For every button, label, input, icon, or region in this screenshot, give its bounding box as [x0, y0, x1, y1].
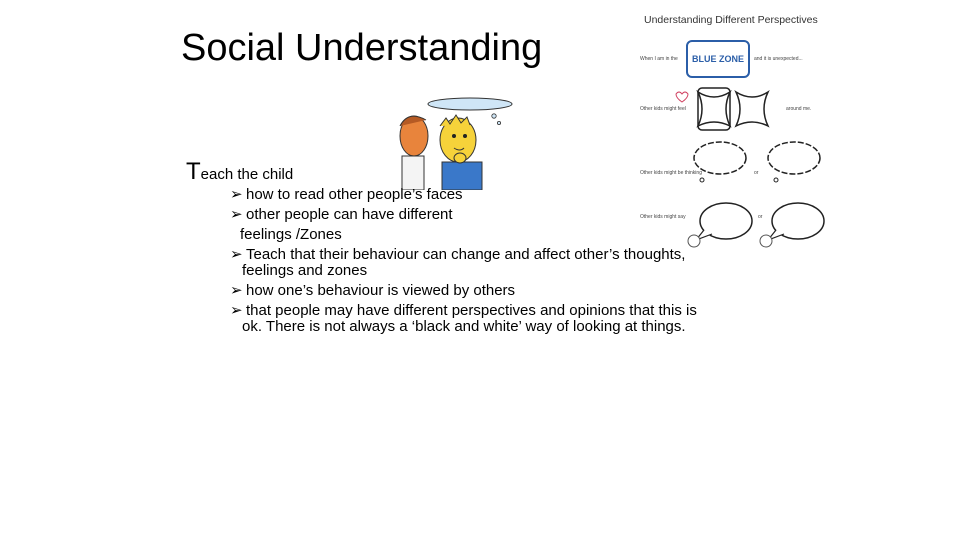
bullet-continuation: feelings and zones: [242, 262, 368, 279]
lead-initial: T: [186, 158, 201, 185]
worksheet-zone-box: BLUE ZONE: [686, 40, 750, 78]
lead-text: each the child: [200, 166, 294, 183]
worksheet-row1-right: and it is unexpected...: [754, 56, 803, 62]
worksheet-row4-left: Other kids might say: [640, 214, 686, 220]
arrow-bullet-icon: ➢: [230, 206, 243, 223]
arrow-bullet-icon: ➢: [230, 186, 243, 203]
slide-body: [186, 158, 786, 337]
worksheet-row4-or: or: [758, 214, 763, 220]
slide-title: Social Understanding: [181, 27, 543, 69]
worksheet-row3-left: Other kids might be thinking: [640, 170, 702, 176]
worksheet-title: Understanding Different Perspectives: [644, 14, 818, 26]
bullet-continuation: ok. There is not always a ‘black and white’ way of looking at things.: [242, 318, 686, 335]
bullet-text: how one’s behaviour is viewed by others: [246, 282, 516, 299]
lead-line: [186, 158, 786, 185]
bullet-text: how to read other people’s faces: [246, 186, 463, 203]
arrow-bullet-icon: ➢: [230, 282, 243, 299]
bullet-text: other people can have different: [246, 206, 453, 223]
worksheet-row1-left: When I am in the: [640, 56, 678, 62]
worksheet-row2-left: Other kids might feel: [640, 106, 686, 112]
bullet-item: [186, 281, 786, 301]
arrow-bullet-icon: ➢: [230, 246, 243, 263]
bullet-text: that people may have different perspectives and opinions that this is: [246, 302, 697, 319]
bullet-item: [186, 205, 786, 225]
bullet-continuation: feelings /Zones: [240, 226, 342, 243]
bullet-text: Teach that their behaviour can change and affect other’s thoughts,: [246, 246, 686, 263]
bullet-item: [186, 185, 786, 205]
worksheet-row3-or: or: [754, 170, 759, 176]
arrow-bullet-icon: ➢: [230, 302, 243, 319]
worksheet-row2-right: around me.: [786, 106, 812, 112]
